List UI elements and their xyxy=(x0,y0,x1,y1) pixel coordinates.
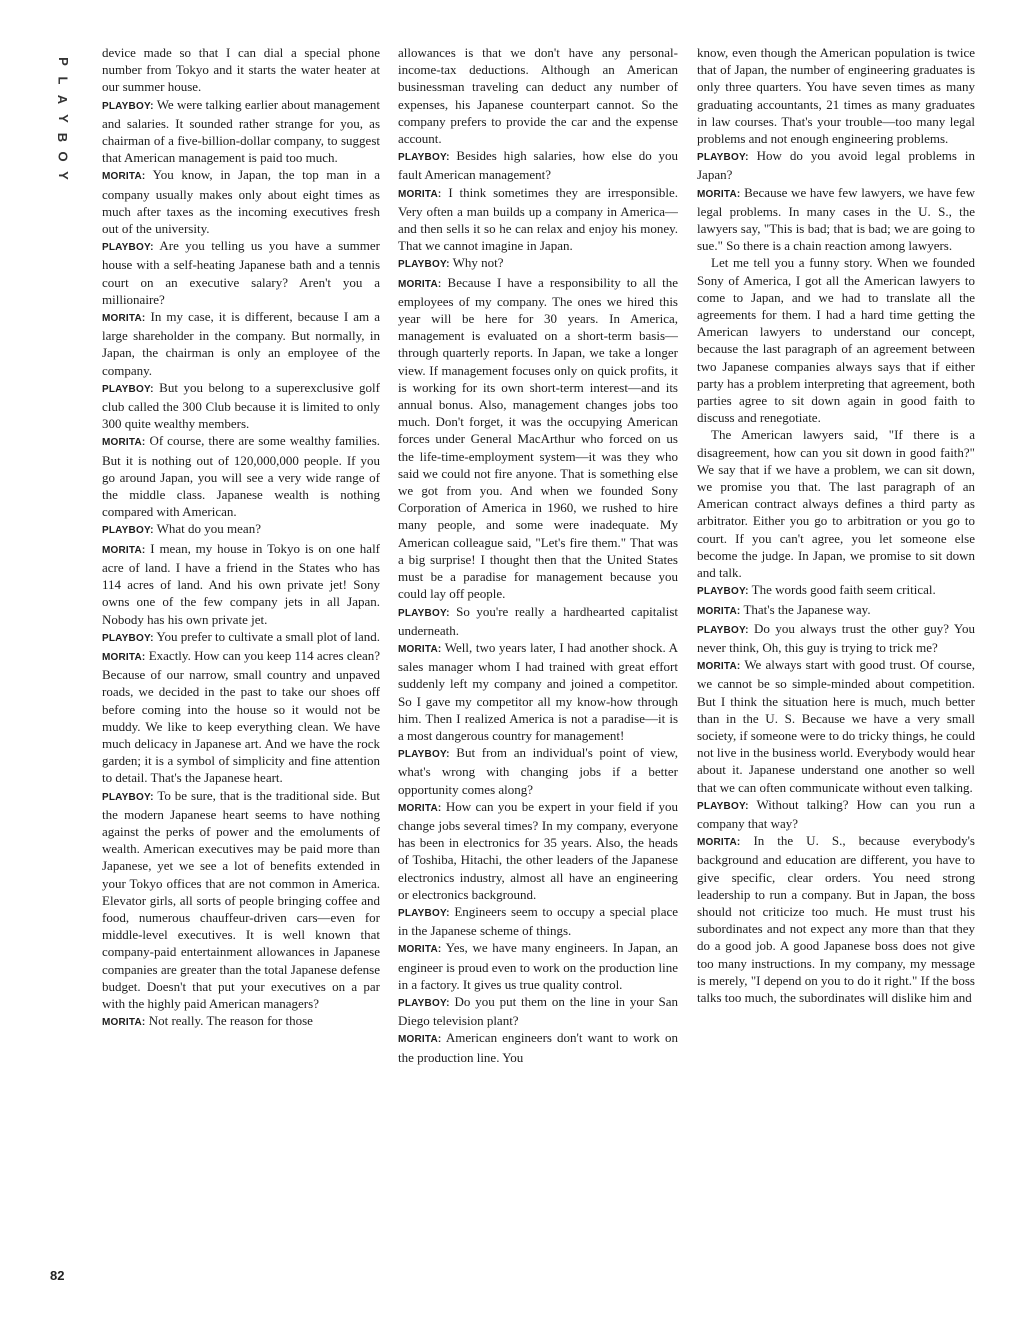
speaker-label: PLAYBOY: xyxy=(398,749,450,761)
interview-paragraph xyxy=(697,426,975,581)
paragraph-text: Do you always trust the other guy? You never think, Oh, this guy is trying to trick me? xyxy=(697,620,975,655)
text-column-1 xyxy=(102,44,380,1289)
interview-paragraph xyxy=(398,1029,678,1065)
speaker-label: MORITA: xyxy=(697,605,741,617)
paragraph-text: Do you put them on the line in your San Diego television plant? xyxy=(398,993,678,1029)
interview-paragraph xyxy=(398,44,678,147)
paragraph-text: That's the Japanese way. xyxy=(743,601,871,617)
speaker-label: PLAYBOY: xyxy=(697,152,749,164)
interview-paragraph xyxy=(398,993,678,1029)
paragraph-text: I mean, my house in Tokyo is on one half acre of land. I have a friend in the States who has 114 acres of land. And his own private jet! Sony owns one of the few company jets in all Japan. Nobody has his own private jet. xyxy=(102,540,380,627)
interview-paragraph xyxy=(398,184,678,255)
paragraph-text: device made so that I can dial a special phone number from Tokyo and it starts the water heater at our summer house. xyxy=(102,45,380,95)
title-letter: O xyxy=(55,151,71,162)
paragraph-text: allowances is that we don't have any personal-income-tax deductions. Although an American businessman traveling can deduct any number of expenses, his Japanese counterpart cannot. So the company prefers to provide the car and the expense account. xyxy=(398,45,678,147)
interview-paragraph xyxy=(398,744,678,798)
speaker-label: MORITA: xyxy=(398,1034,442,1046)
title-letter: Y xyxy=(55,171,71,180)
title-letter: A xyxy=(55,94,71,105)
speaker-label: MORITA: xyxy=(398,944,442,956)
interview-paragraph xyxy=(102,628,380,647)
paragraph-text: Let me tell you a funny story. When we founded Sony of America, I got all the American lawyers to come to Japan, and we had to translate all the agreements for them. I had a hard time getting the American lawyers to understand our concept, because the last paragraph of an agreement between two Japanese companies always says that if either party has a problem interpreting that agreement, both parties agree to sit down again in good faith to discuss and renegotiate. xyxy=(697,255,975,426)
paragraph-text: Engineers seem to occupy a special place in the Japanese scheme of things. xyxy=(398,903,678,939)
paragraph-text: know, even though the American population is twice that of Japan, the number of engineering graduates is only three quarters. You have seven times as many graduating accountants, 21 times as many graduates in law courses. That's your trouble—too many legal problems and not enough engineering problems. xyxy=(697,45,975,147)
interview-paragraph xyxy=(102,647,380,787)
paragraph-text: Because I have a responsibility to all the employees of my company. The ones we hired this year will be here for 30 years. In America, management is evaluated on a short-term basis—through quarterly reports. In Japan, we take a longer view. If management focuses only on quick profits, it is working for its own short-term interest—and its annual bonus. Also, management changes jobs too much. Don't forget, it was the occupying American forces under General MacArthur who forced on us the life-time-employment system—it was they who said we could not fire anyone. That is something else we got from you. And when we founded Sony Corporation of America in 1960, we rushed to hire many people, and some were inadequate. My American colleague said, "Let's fire them." That was a big surprise! I thought then that the United States must be a paradise for management because you could lay off people. xyxy=(398,274,678,602)
paragraph-text: We always start with good trust. Of course, we cannot be so simple-minded about competition. But I think the situation here is much, much better than in the U. S. Because we have a very small society, if someone were to do tricky things, he could not live in the business world. Everybody would hear about it. Japanese understand one another so well that we can often communicate without even talking. xyxy=(697,657,975,795)
interview-paragraph xyxy=(398,274,678,603)
speaker-label: MORITA: xyxy=(697,661,741,673)
interview-paragraph xyxy=(697,44,975,147)
paragraph-text: Of course, there are some wealthy families. But it is nothing out of 120,000,000 people. If you go around Japan, you will see a very wide range of the middle class. Japanese wealth is nothing compared with American. xyxy=(102,433,380,520)
interview-paragraph xyxy=(102,787,380,1013)
speaker-label: MORITA: xyxy=(398,278,442,290)
speaker-label: PLAYBOY: xyxy=(398,607,450,619)
interview-paragraph xyxy=(697,184,975,255)
paragraph-text: Are you telling us you have a summer house with a self-heating Japanese bath and a tennis court on an executive salary? Aren't you a millionaire? xyxy=(102,238,380,307)
paragraph-text: Besides high salaries, how else do you fault American management? xyxy=(398,148,678,183)
speaker-label: PLAYBOY: xyxy=(697,586,749,598)
paragraph-text: How do you avoid legal problems in Japan? xyxy=(697,148,975,183)
paragraph-text: But you belong to a superexclusive golf club called the 300 Club because it is limited to only 300 quite wealthy members. xyxy=(102,379,380,432)
interview-paragraph xyxy=(398,639,678,744)
paragraph-text: Why not? xyxy=(452,255,504,271)
speaker-label: PLAYBOY: xyxy=(398,152,450,164)
interview-paragraph xyxy=(398,798,678,903)
paragraph-text: What do you mean? xyxy=(156,521,261,537)
paragraph-text: Yes, we have many engineers. In Japan, an engineer is proud even to work on the production line in a factory. It gives us true quality control. xyxy=(398,940,678,992)
paragraph-text: I think sometimes they are irresponsible. Very often a man builds up a company in America—and then sells it so he can relax and enjoy his money. That we cannot imagine in Japan. xyxy=(398,184,678,254)
paragraph-text: Not really. The reason for those xyxy=(148,1013,313,1029)
interview-paragraph xyxy=(697,601,975,620)
speaker-label: MORITA: xyxy=(102,544,146,556)
paragraph-text: The words good faith seem critical. xyxy=(751,582,936,598)
paragraph-text: How can you be expert in your field if you change jobs several times? In my company, everyone has been in electronics for 35 years. Also, the heads of Toshiba, Hitachi, the other leaders of the Japanese electronics industry, almost all have an engineering or electronics background. xyxy=(398,798,678,902)
speaker-label: MORITA: xyxy=(102,651,146,663)
interview-paragraph xyxy=(102,520,380,539)
interview-paragraph xyxy=(697,581,975,600)
interview-paragraph xyxy=(697,832,975,1006)
interview-paragraph xyxy=(697,254,975,426)
interview-paragraph xyxy=(102,44,380,96)
paragraph-text: You prefer to cultivate a small plot of land. xyxy=(156,628,380,644)
speaker-label: MORITA: xyxy=(102,171,146,183)
interview-paragraph xyxy=(697,796,975,832)
interview-paragraph xyxy=(102,308,380,379)
speaker-label: PLAYBOY: xyxy=(102,791,154,803)
speaker-label: MORITA: xyxy=(697,188,741,200)
paragraph-text: So you're really a hardhearted capitalist underneath. xyxy=(398,603,678,638)
text-column-2 xyxy=(398,44,678,1289)
paragraph-text: You know, in Japan, the top man in a company usually makes only about eight times as much after taxes as the incoming executives fresh out of the university. xyxy=(102,167,380,237)
title-letter: L xyxy=(55,76,71,85)
interview-paragraph xyxy=(398,147,678,183)
paragraph-text: In my case, it is different, because I am a large shareholder in the company. But normally, in Japan, the chairman is only an employee of the company. xyxy=(102,309,380,378)
speaker-label: PLAYBOY: xyxy=(398,259,450,271)
paragraph-text: In the U. S., because everybody's background and education are different, you have to give specific, clear orders. You need strong leadership to run a company. But in Japan, the boss should not criticize too much. He must trust his subordinates and not expect any more than that they do a good job. A good Japanese boss does not give too many instructions. In my company, my message is merely, "I depend on you to do it right." If the boss talks too much, the subordinates will dislike him and xyxy=(697,833,975,1005)
speaker-label: PLAYBOY: xyxy=(102,383,154,395)
page-number: 82 xyxy=(50,1268,65,1283)
title-letter: Y xyxy=(55,114,71,123)
paragraph-text: The American lawyers said, "If there is a disagreement, how can you sit down in good faith?" We say that if we have a problem, we can sit down, we promise you that. The last paragraph of an American contract always defines a third party as arbitrator. Either you go to arbitration or you go to court. If you can't agree, you let someone else become the judge. In Japan, we promise to sit down and talk. xyxy=(697,427,975,581)
paragraph-text: Well, two years later, I had another shock. A sales manager whom I had trained with great effort suddenly left my company and joined a competitor. So I gave my competitor all my know-how through him. Then I realized America is not a paradise—it is a most dangerous country for management! xyxy=(398,639,678,743)
speaker-label: PLAYBOY: xyxy=(102,632,154,644)
paragraph-text: Because we have few lawyers, we have few legal problems. In many cases in the U. S., the lawyers say, "This is bad; that is bad; we are going to sue." So there is a chain reaction among lawyers. xyxy=(697,184,975,254)
paragraph-text: To be sure, that is the traditional side. But the modern Japanese heart seems to have nothing against the perks of power and the emoluments of wealth. American executives may be paid more than Japanese, yet we see a lot of benefits extended in your Tokyo offices that are not common in America. Elevator girls, all sorts of people bringing coffee and food, numerous chauffeur-driven cars—even for middle-level executives. It is well known that company-paid entertainment allowances in Japanese companies are greater than the total Japanese defense budget. Doesn't that put your executives on a par with the highly paid American managers? xyxy=(102,787,380,1011)
title-letter: B xyxy=(55,132,71,143)
interview-paragraph xyxy=(697,620,975,656)
interview-paragraph xyxy=(102,96,380,167)
speaker-label: MORITA: xyxy=(102,313,146,325)
paragraph-text: But from an individual's point of view, what's wrong with changing jobs if a better opportunity comes along? xyxy=(398,745,678,797)
interview-paragraph xyxy=(697,147,975,183)
title-letter: P xyxy=(55,57,71,66)
speaker-label: PLAYBOY: xyxy=(398,907,450,919)
interview-paragraph xyxy=(398,939,678,993)
speaker-label: PLAYBOY: xyxy=(398,997,450,1009)
interview-paragraph xyxy=(102,432,380,520)
speaker-label: PLAYBOY: xyxy=(102,100,154,112)
magazine-title-vertical xyxy=(50,52,76,185)
text-column-3 xyxy=(697,44,975,1289)
paragraph-text: We were talking earlier about management and salaries. It sounded rather strange for you, as chairman of a five-billion-dollar company, to suggest that American management is paid too much. xyxy=(102,96,380,166)
speaker-label: MORITA: xyxy=(398,802,442,814)
paragraph-text: Exactly. How can you keep 114 acres clean? Because of our narrow, small country and unpaved roads, we decided in the past to take our shoes off before coming into the house so it would not be muddy. We like to keep everything clean. We have much delicacy in Japanese art. And we have the rock garden; it is a symbol of simplicity and fine attention to detail. That's the Japanese heart. xyxy=(102,647,380,786)
interview-paragraph xyxy=(398,254,678,273)
speaker-label: MORITA: xyxy=(102,1017,146,1029)
interview-paragraph xyxy=(102,237,380,308)
speaker-label: MORITA: xyxy=(102,437,146,449)
speaker-label: PLAYBOY: xyxy=(102,525,154,537)
interview-paragraph xyxy=(697,656,975,796)
interview-paragraph xyxy=(102,379,380,433)
interview-paragraph xyxy=(102,540,380,628)
speaker-label: MORITA: xyxy=(398,643,442,655)
speaker-label: MORITA: xyxy=(398,188,442,200)
speaker-label: PLAYBOY: xyxy=(697,624,749,636)
speaker-label: PLAYBOY: xyxy=(697,800,749,812)
interview-paragraph xyxy=(398,603,678,639)
paragraph-text: Without talking? How can you run a company that way? xyxy=(697,796,975,831)
interview-paragraph xyxy=(102,166,380,237)
paragraph-text: American engineers don't want to work on the production line. You xyxy=(398,1030,678,1065)
speaker-label: MORITA: xyxy=(697,837,741,849)
interview-paragraph xyxy=(102,1012,380,1031)
speaker-label: PLAYBOY: xyxy=(102,242,154,254)
interview-paragraph xyxy=(398,903,678,939)
